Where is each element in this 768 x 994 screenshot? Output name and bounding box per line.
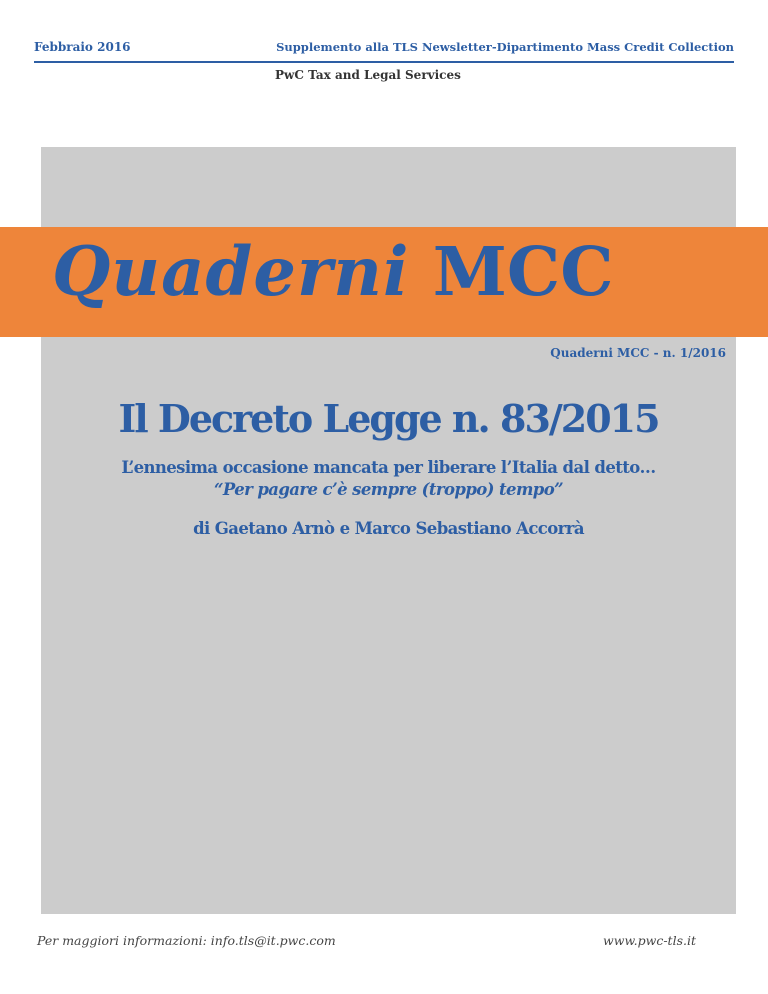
article-headline: Il Decreto Legge n. 83/2015 [118,396,659,441]
magazine-title-regular: MCC [432,232,614,311]
contact-info: Per maggiori informazioni: info.tls@it.pwc.com [37,933,336,948]
issue-number: Quaderni MCC - n. 1/2016 [550,346,726,360]
article-authors: di Gaetano Arnò e Marco Sebastiano Accorrà [193,519,584,538]
department-name: PwC Tax and Legal Services [275,68,461,82]
magazine-title-italic: Quaderni [52,232,410,311]
article-subtitle: L’ennesima occasione mancata per liberare l’Italia dal detto… [121,458,656,477]
supplement-title: Supplemento alla TLS Newsletter-Dipartimento Mass Credit Collection [276,40,734,54]
article-quote: “Per pagare c’è sempre (troppo) tempo” [213,480,564,499]
website-link[interactable]: www.pwc-tls.it [603,933,696,948]
header-divider [34,61,734,63]
magazine-title [52,232,614,311]
publication-date: Febbraio 2016 [34,40,131,54]
